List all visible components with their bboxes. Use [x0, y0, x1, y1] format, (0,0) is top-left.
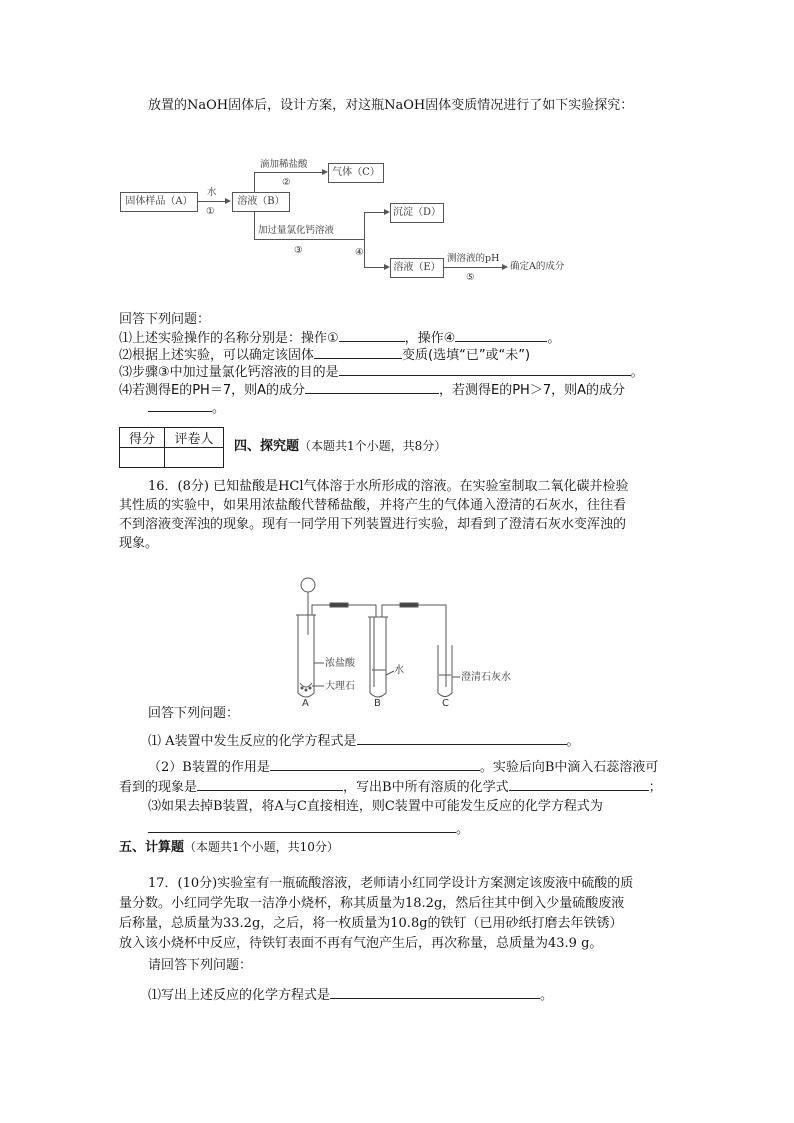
q16-para-line3: 不到溶液变浑浊的现象。现有一同学用下列装置进行实验，却看到了澄清石灰水变浑浊的 [119, 517, 627, 532]
q16-sub2-cont: 看到的现象是 ，写出B中所有溶质的化学式 ； [119, 777, 662, 797]
flow-label-step2: ② [282, 177, 291, 188]
q16-para-line1: 16．(8分) 已知盐酸是HCl气体溶于水所形成的溶液。在实验室制取二氧化碳并检验 [148, 479, 629, 494]
label-conc-hcl: 浓盐酸 [325, 658, 355, 669]
flow-label-step4: ④ [355, 247, 364, 258]
q15-line1: ⑴上述实验操作的名称分别是：操作① ，操作④ 。 [119, 328, 560, 348]
q15-prompt: 回答下列问题： [119, 312, 211, 327]
label-water: 水 [394, 665, 404, 676]
q16-sub2: （2）B装置的作用是 。实验后向B中滴入石蕊溶液可 [148, 757, 658, 777]
q15-line4: ⑷若测得E的PH＝7，则A的成分 ，若测得E的PH＞7，则A的成分 [119, 380, 625, 400]
flow-box-solution-b: 溶液（B） [232, 192, 290, 212]
flow-label-step1: ① [206, 206, 215, 217]
score-table [119, 427, 224, 468]
flow-label-water: 水 [207, 187, 217, 198]
label-marble: 大理石 [325, 681, 355, 692]
label-limewater: 澄清石灰水 [461, 672, 511, 683]
answer-blank[interactable] [305, 380, 439, 394]
q17-para-line1: 17．(10分)实验室有一瓶硫酸溶液，老师请小红同学设计方案测定该废液中硫酸的质 [148, 876, 634, 891]
flow-label-step3: ③ [294, 245, 303, 256]
q15-line3: ⑶步骤③中加过量氯化钙溶液的目的是 。 [119, 362, 644, 382]
q16-sub3-cont: 。 [148, 819, 469, 839]
score-cell[interactable] [120, 448, 165, 468]
label-c: C [442, 698, 449, 708]
flow-box-gas-c: 气体（C） [328, 163, 384, 183]
tube-c [438, 645, 452, 697]
answer-blank[interactable] [339, 362, 631, 376]
answer-blank[interactable] [270, 757, 480, 771]
q16-para-line4: 现象。 [119, 536, 159, 551]
grader-header: 评卷人 [165, 428, 224, 448]
section5-heading: 五、计算题（本题共1个小题，共10分） [119, 840, 339, 855]
separatory-funnel [301, 578, 315, 592]
tube-a [298, 615, 314, 697]
q16-sub1: ⑴ A装置中发生反应的化学方程式是 。 [148, 731, 580, 751]
q15-line4-cont: 。 [148, 398, 225, 418]
q17-para-line4: 放入该小烧杯中反应，待铁钉表面不再有气泡产生后，再次称量，总质量为43.9 g。 [119, 936, 603, 951]
intro-line: 放置的NaOH固体后，设计方案，对这瓶NaOH固体变质情况进行了如下实验探究： [148, 98, 634, 113]
q15-line2: ⑵根据上述实验，可以确定该固体 变质(选填“已”或“未”) [119, 345, 530, 365]
flow-box-precipitate-d: 沉淀（D） [390, 203, 444, 223]
q16-sub3: ⑶如果去掉B装置，将A与C直接相连，则C装置中可能发生反应的化学方程式为 [148, 799, 603, 814]
flow-label-add-acid: 滴加稀盐酸 [260, 159, 308, 170]
grader-cell[interactable] [165, 448, 224, 468]
q17-prompt: 请回答下列问题： [148, 958, 253, 973]
q16-para-line2: 其性质的实验中，如果用浓盐酸代替稀盐酸，并将产生的气体通入澄清的石灰水，往往看 [119, 498, 627, 513]
label-b: B [374, 698, 381, 708]
label-a: A [302, 698, 309, 708]
answer-blank[interactable] [509, 777, 649, 791]
q17-para-line2: 量分数。小红同学先取一洁净小烧杯，称其质量为18.2g，然后往其中倒入少量硫酸废液 [119, 896, 625, 911]
q16-prompt: 回答下列问题： [148, 706, 240, 721]
answer-blank[interactable] [314, 345, 402, 359]
flow-label-measure-ph: 测溶液的pH [447, 253, 500, 264]
flow-label-add-cacl2: 加过量氯化钙溶液 [258, 225, 335, 236]
answer-blank[interactable] [148, 398, 212, 412]
apparatus-figure [290, 575, 520, 708]
flow-label-step5: ⑤ [466, 272, 475, 283]
answer-blank[interactable] [148, 819, 456, 833]
answer-blank[interactable] [357, 731, 567, 745]
q17-para-line3: 后称量，总质量为33.2g，之后，将一枚质量为10.8g的铁钉（已用砂纸打磨去年铁锈） [119, 916, 623, 931]
score-header: 得分 [120, 428, 165, 448]
tube-b [370, 617, 386, 697]
flow-box-sample: 固体样品（A） [120, 192, 198, 212]
answer-blank[interactable] [330, 985, 540, 999]
q17-sub1: ⑴写出上述反应的化学方程式是 。 [148, 985, 553, 1005]
answer-blank[interactable] [339, 328, 405, 342]
answer-blank[interactable] [455, 328, 547, 342]
flow-label-determine: 确定A的成分 [510, 261, 565, 272]
answer-blank[interactable] [197, 777, 343, 791]
section4-heading: 四、探究题（本题共1个小题，共8分） [234, 439, 447, 454]
flow-box-solution-e: 溶液（E） [390, 258, 444, 278]
